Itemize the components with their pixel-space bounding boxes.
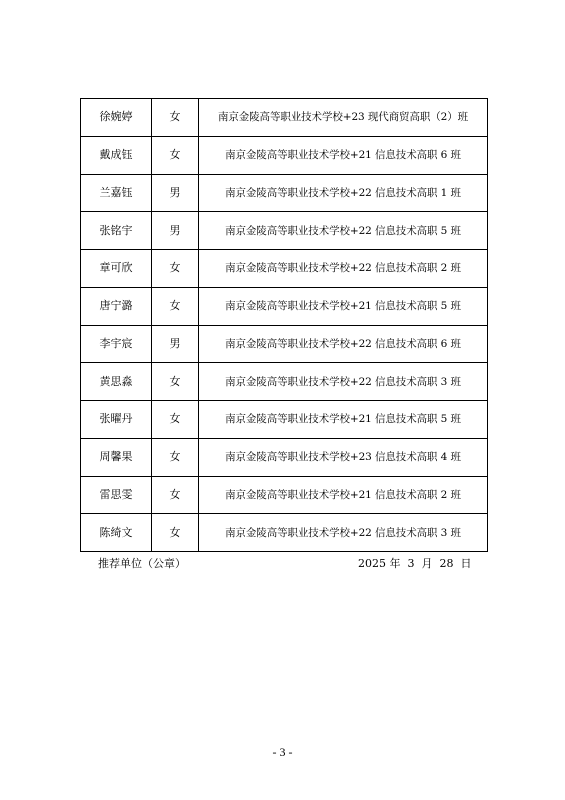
student-name-cell: 兰嘉钰 [81,174,152,212]
student-name-cell: 雷思雯 [81,476,152,514]
table-row [81,514,488,552]
student-class-cell: 南京金陵高等职业技术学校+21 信息技术高职 6 班 [199,136,488,174]
table-row [81,401,488,439]
table-row [81,438,488,476]
student-gender-cell: 男 [152,174,199,212]
page-number: - 3 - [272,745,293,759]
student-class-cell: 南京金陵高等职业技术学校+22 信息技术高职 5 班 [199,212,488,250]
student-class-cell: 南京金陵高等职业技术学校+22 信息技术高职 3 班 [199,514,488,552]
student-gender-cell: 女 [152,136,199,174]
student-class-cell: 南京金陵高等职业技术学校+22 信息技术高职 1 班 [199,174,488,212]
table-row [81,212,488,250]
student-class-cell: 南京金陵高等职业技术学校+21 信息技术高职 5 班 [199,401,488,439]
student-gender-cell: 女 [152,250,199,288]
table-row [81,325,488,363]
student-class-cell: 南京金陵高等职业技术学校+22 信息技术高职 2 班 [199,250,488,288]
student-table [80,98,488,552]
student-gender-cell: 男 [152,212,199,250]
student-name-cell: 徐婉婷 [81,99,152,137]
student-class-cell: 南京金陵高等职业技术学校+23 现代商贸高职（2）班 [199,99,488,137]
student-name-cell: 唐宁潞 [81,287,152,325]
student-gender-cell: 女 [152,438,199,476]
table-row [81,287,488,325]
student-class-cell: 南京金陵高等职业技术学校+22 信息技术高职 3 班 [199,363,488,401]
student-name-cell: 章可欣 [81,250,152,288]
student-name-cell: 张铭宇 [81,212,152,250]
student-name-cell: 黄思淼 [81,363,152,401]
student-name-cell: 陈绮文 [81,514,152,552]
table-row [81,136,488,174]
signature-date: 2025 年 3 月 28 日 [358,557,472,570]
student-gender-cell: 女 [152,514,199,552]
student-gender-cell: 女 [152,476,199,514]
student-gender-cell: 女 [152,401,199,439]
student-name-cell: 张曜丹 [81,401,152,439]
student-class-cell: 南京金陵高等职业技术学校+21 信息技术高职 2 班 [199,476,488,514]
student-class-cell: 南京金陵高等职业技术学校+22 信息技术高职 6 班 [199,325,488,363]
table-row [81,250,488,288]
student-gender-cell: 女 [152,287,199,325]
student-name-cell: 戴成钰 [81,136,152,174]
student-name-cell: 李宇宸 [81,325,152,363]
student-gender-cell: 男 [152,325,199,363]
student-name-cell: 周馨果 [81,438,152,476]
table-row [81,174,488,212]
student-class-cell: 南京金陵高等职业技术学校+23 信息技术高职 4 班 [199,438,488,476]
student-gender-cell: 女 [152,99,199,137]
student-class-cell: 南京金陵高等职业技术学校+21 信息技术高职 5 班 [199,287,488,325]
recommender-label: 推荐单位（公章） [98,557,186,570]
table-row [81,363,488,401]
table-row [81,476,488,514]
student-gender-cell: 女 [152,363,199,401]
table-row [81,99,488,137]
